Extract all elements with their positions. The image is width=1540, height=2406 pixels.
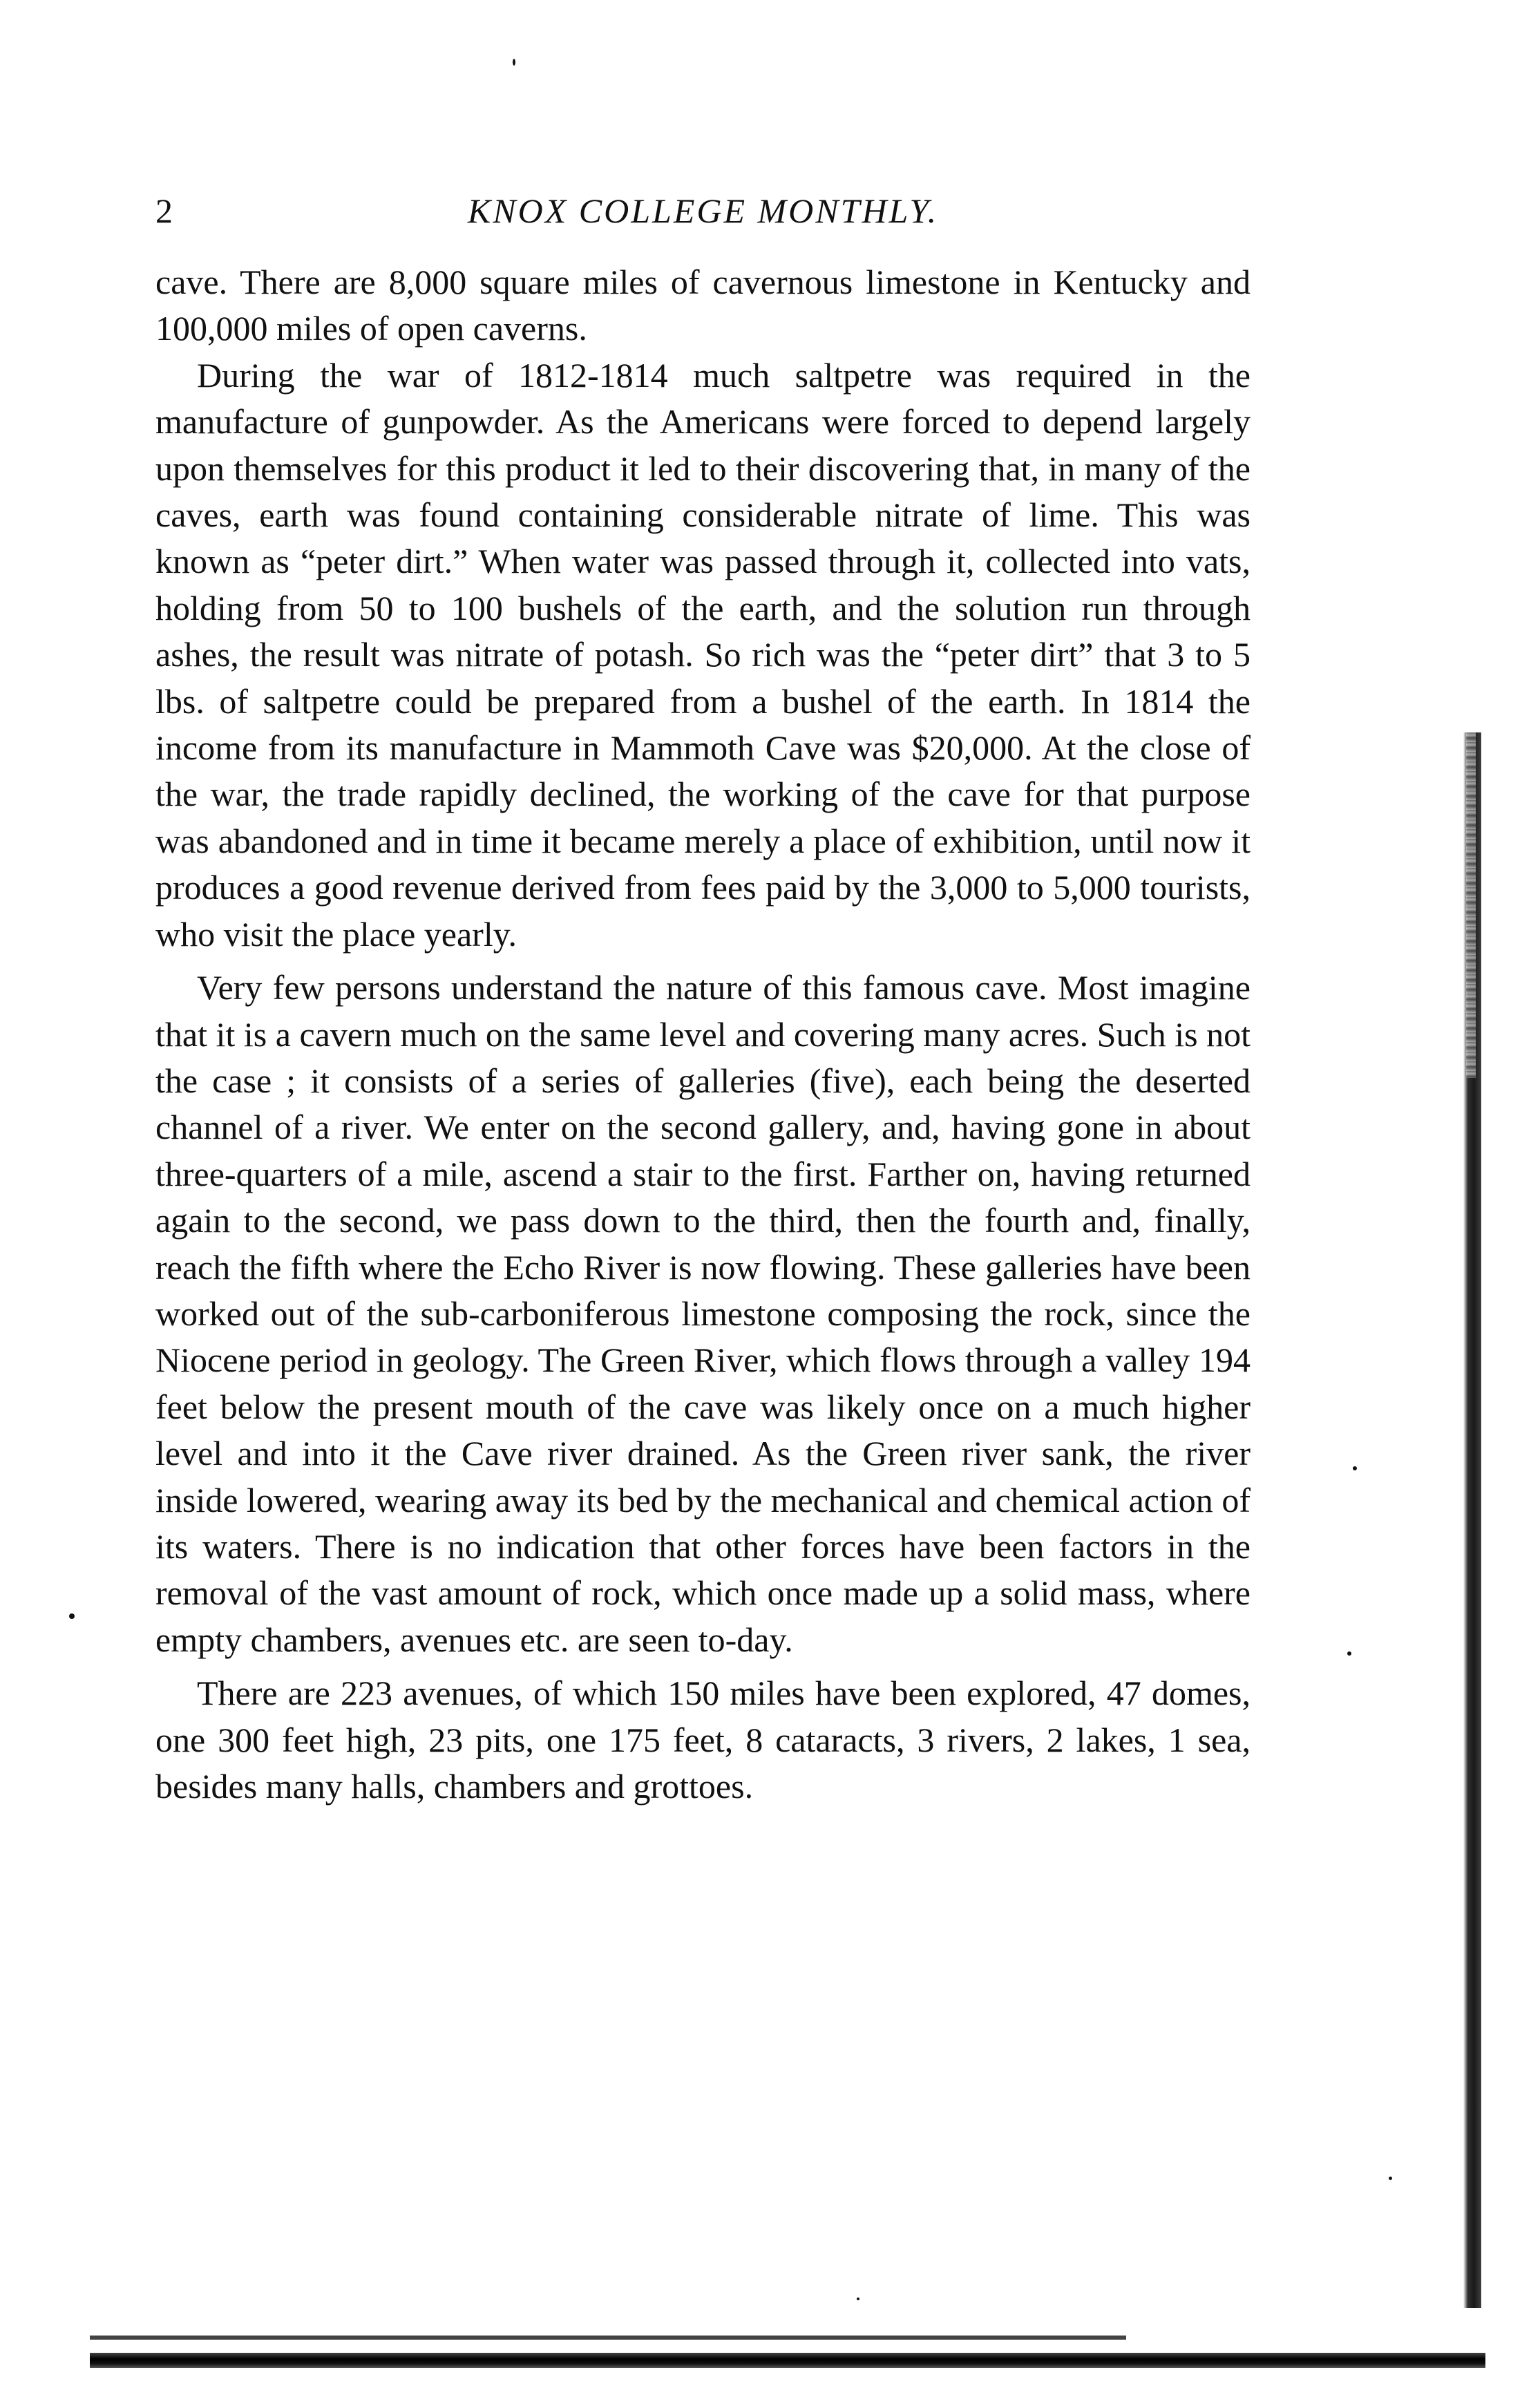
scan-speck: [857, 2298, 859, 2300]
page-header: [155, 183, 1251, 238]
scan-speck: [1347, 1651, 1351, 1656]
scan-speck: [1353, 1466, 1357, 1470]
scan-bottom-line: [90, 2336, 1126, 2340]
paragraph-2: During the war of 1812-1814 much saltpetre was required in the manufacture of gunpowder. As the Americans were forced to depend largely upon themselves for this product it led to their discovering that, in many of the caves, earth was found containing considerable nitrate of lime. This was known as “peter dirt.” When water was passed through it, collected into vats, holding from 50 to 100 bushels of the earth, and the solution run through ashes, the result was nitrate of potash. So rich was the “peter dirt” that 3 to 5 lbs. of saltpetre could be prepared from a bushel of the earth. In 1814 the income from its manufacture in Mammoth Cave was $20,000. At the close of the war, the trade rapidly declined, the working of the cave for that purpose was abandoned and in time it became merely a place of exhibition, until now it produces a good revenue derived from fees paid by the 3,000 to 5,000 tourists, who visit the place yearly.: [155, 355, 1251, 954]
article-body: [155, 259, 1251, 1810]
scan-speck: [1389, 2177, 1392, 2180]
scan-binding-texture: [1466, 732, 1476, 1078]
page-number: 2: [155, 191, 173, 230]
scan-speck: [69, 1613, 75, 1619]
paragraph-3: Very few persons understand the nature of this famous cave. Most imagine that it is a cavern much on the same level and covering many acres. Such is not the case ; it consists of a series of galleries (five), each being the deserted channel of a river. We enter on the second gallery, and, having gone in about three-quarters of a mile, ascend a stair to the first. Farther on, having returned again to the second, we pass down to the third, then the fourth and, finally, reach the fifth where the Echo River is now flowing. These galleries have been worked out of the sub-carboniferous limestone composing the rock, since the Niocene period in geology. The Green River, which flows through a valley 194 feet below the present mouth of the cave was likely once on a much higher level and into it the Cave river drained. As the Green river sank, the river inside lowered, wearing away its bed by the mechanical and chemical action of its waters. There is no indication that other forces have been factors in the removal of the vast amount of rock, which once made up a solid mass, where empty chambers, avenues etc. are seen to-day.: [155, 968, 1251, 1659]
paragraph-1: cave. There are 8,000 square miles of cavernous limestone in Kentucky and 100,000 miles of open caverns.: [155, 263, 1251, 348]
paragraph-4: There are 223 avenues, of which 150 miles have been explored, 47 domes, one 300 feet high, 23 pits, one 175 feet, 8 cataracts, 3 rivers, 2 lakes, 1 sea, besides many halls, chambers and grottoes.: [155, 1674, 1251, 1806]
scan-speck: [513, 59, 515, 66]
running-head: KNOX COLLEGE MONTHLY.: [467, 191, 939, 230]
scan-bottom-rule: [90, 2353, 1485, 2368]
